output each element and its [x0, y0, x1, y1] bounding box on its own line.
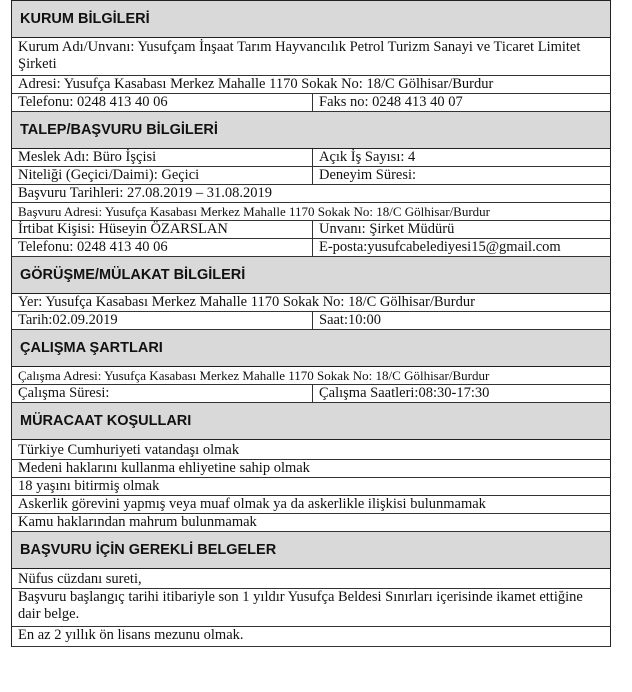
- niteligi: Niteliği (Geçici/Daimi): Geçici: [18, 167, 200, 183]
- talep-nitelik-row: [11, 167, 611, 185]
- muracaat-item: [11, 514, 611, 532]
- section-header-belgeler: BAŞVURU İÇİN GEREKLİ BELGELER: [11, 532, 611, 569]
- basvuru-adresi: Başvuru Adresi: Yusufça Kasabası Merkez Mahalle 1170 Sokak No: 18/C Gölhisar/Burdur: [18, 204, 491, 219]
- calisma-saatleri: Çalışma Saatleri:08:30-17:30: [312, 385, 610, 402]
- acik-is-sayisi: Açık İş Sayısı: 4: [312, 149, 610, 166]
- basvuru-tarihleri: Başvuru Tarihleri: 27.08.2019 – 31.08.2019: [18, 185, 273, 201]
- calisma-suresi: Çalışma Süresi:: [18, 385, 110, 401]
- section-header-kurum: KURUM BİLGİLERİ: [11, 0, 611, 38]
- irtibat-kisisi: İrtibat Kişisi: Hüseyin ÖZARSLAN: [18, 221, 228, 237]
- talep-eposta: E-posta:yusufcabelediyesi15@gmail.com: [312, 239, 610, 256]
- muracaat-item-text: Medeni haklarını kullanma ehliyetine sahip olmak: [18, 460, 310, 476]
- section-header-calisma: ÇALIŞMA ŞARTLARI: [11, 330, 611, 367]
- gorusme-tarih: Tarih:02.09.2019: [18, 312, 118, 328]
- kurum-adi-row: [11, 38, 611, 76]
- gorusme-yer-row: [11, 294, 611, 312]
- kurum-adres: Adresi: Yusufça Kasabası Merkez Mahalle 1170 Sokak No: 18/C Gölhisar/Burdur: [18, 76, 494, 92]
- gorusme-yer: Yer: Yusufça Kasabası Merkez Mahalle 1170 Sokak No: 18/C Gölhisar/Burdur: [18, 294, 475, 310]
- belge-item-text: En az 2 yıllık ön lisans mezunu olmak.: [18, 627, 244, 643]
- talep-adres-row: [11, 203, 611, 221]
- muracaat-item-text: Askerlik görevini yapmış veya muaf olmak ya da askerlikle ilişkisi bulunmamak: [18, 496, 486, 512]
- kurum-adres-row: [11, 76, 611, 94]
- meslek-adi: Meslek Adı: Büro İşçisi: [18, 149, 157, 165]
- unvani: Unvanı: Şirket Müdürü: [312, 221, 610, 238]
- kurum-iletisim-row: [11, 94, 611, 112]
- kurum-adi: Kurum Adı/Unvanı: Yusufçam İnşaat Tarım Hayvancılık Petrol Turizm Sanayi ve Ticaret Limitet Şirketi: [18, 39, 581, 72]
- muracaat-item: [11, 460, 611, 478]
- talep-meslek-row: [11, 149, 611, 167]
- muracaat-item: [11, 478, 611, 496]
- muracaat-item-text: Türkiye Cumhuriyeti vatandaşı olmak: [18, 442, 240, 458]
- talep-telefon: Telefonu: 0248 413 40 06: [18, 239, 168, 255]
- section-header-talep: TALEP/BAŞVURU BİLGİLERİ: [11, 112, 611, 149]
- kurum-telefon: Telefonu: 0248 413 40 06: [18, 94, 168, 110]
- kurum-faks: Faks no: 0248 413 40 07: [312, 94, 610, 111]
- belge-item-text: Nüfus cüzdanı sureti,: [18, 571, 142, 587]
- section-header-muracaat: MÜRACAAT KOŞULLARI: [11, 403, 611, 440]
- muracaat-item-text: Kamu haklarından mahrum bulunmamak: [18, 514, 257, 530]
- gorusme-zaman-row: [11, 312, 611, 330]
- section-header-gorusme: GÖRÜŞME/MÜLAKAT BİLGİLERİ: [11, 257, 611, 294]
- belge-item-text: Başvuru başlangıç tarihi itibariyle son 1 yıldır Yusufça Beldesi Sınırları içerisinde ikamet ettiğine dair belge.: [18, 589, 583, 622]
- muracaat-item-text: 18 yaşını bitirmiş olmak: [18, 478, 160, 494]
- belge-item: [11, 569, 611, 589]
- talep-iletisim-row: [11, 239, 611, 257]
- calisma-adres-row: [11, 367, 611, 385]
- gorusme-saat: Saat:10:00: [312, 312, 610, 329]
- deneyim-suresi: Deneyim Süresi:: [312, 167, 610, 184]
- muracaat-list: [11, 440, 611, 532]
- calisma-adresi: Çalışma Adresi: Yusufça Kasabası Merkez Mahalle 1170 Sokak No: 18/C Gölhisar/Burdur: [18, 368, 490, 383]
- document: [11, 0, 611, 647]
- muracaat-item: [11, 440, 611, 460]
- belge-item: [11, 589, 611, 627]
- talep-tarih-row: [11, 185, 611, 203]
- muracaat-item: [11, 496, 611, 514]
- talep-irtibat-row: [11, 221, 611, 239]
- calisma-sure-row: [11, 385, 611, 403]
- belge-item: [11, 627, 611, 647]
